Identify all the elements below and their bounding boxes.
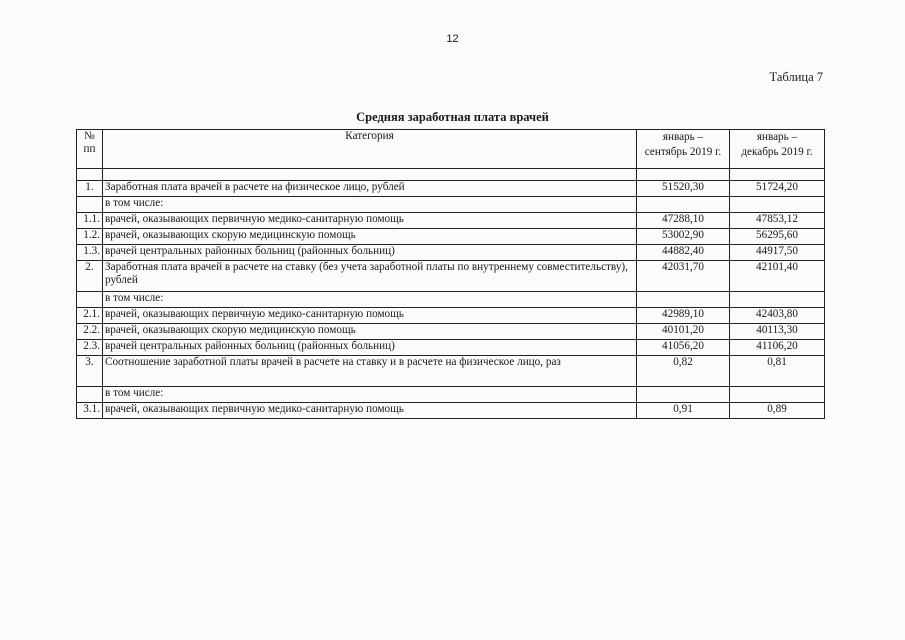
header-period-2-line2: декабрь 2019 г.: [741, 146, 813, 158]
row-value-period-2: 56295,60: [730, 229, 825, 245]
header-period-2: [730, 130, 825, 169]
table-row: [77, 324, 825, 340]
table-caption: Таблица 7: [769, 70, 823, 84]
row-number: 3.1.: [77, 403, 103, 419]
row-number: [77, 292, 103, 308]
row-value-period-2: 40113,30: [730, 324, 825, 340]
row-number: 1.1.: [77, 213, 103, 229]
table-row: [77, 197, 825, 213]
row-number: 1.: [77, 181, 103, 197]
row-value-period-2: [730, 387, 825, 403]
row-category: врачей, оказывающих первичную медико-санитарную помощь: [103, 403, 637, 419]
header-number: [77, 130, 103, 169]
table-row: [77, 181, 825, 197]
row-value-period-1: 40101,20: [637, 324, 730, 340]
row-number: 2.: [77, 261, 103, 292]
header-period-1-line2: сентябрь 2019 г.: [644, 146, 722, 158]
row-value-period-2: 44917,50: [730, 245, 825, 261]
row-value-period-1: [637, 197, 730, 213]
row-category: врачей центральных районных больниц (районных больниц): [103, 340, 637, 356]
row-category: врачей, оказывающих скорую медицинскую помощь: [103, 229, 637, 245]
table-row: [77, 356, 825, 387]
row-number: [77, 197, 103, 213]
row-category: врачей центральных районных больниц (районных больниц): [103, 245, 637, 261]
row-category: врачей, оказывающих первичную медико-санитарную помощь: [103, 308, 637, 324]
row-number: 2.3.: [77, 340, 103, 356]
row-value-period-2: 0,81: [730, 356, 825, 387]
row-value-period-2: [730, 197, 825, 213]
table-row: [77, 229, 825, 245]
header-number-line2: пп: [83, 143, 96, 155]
row-value-period-2: [730, 292, 825, 308]
row-category: в том числе:: [103, 292, 637, 308]
table-row: [77, 292, 825, 308]
row-value-period-1: 44882,40: [637, 245, 730, 261]
table-row: [77, 308, 825, 324]
row-value-period-2: 42403,80: [730, 308, 825, 324]
row-value-period-1: 42989,10: [637, 308, 730, 324]
row-category: Заработная плата врачей в расчете на физическое лицо, рублей: [103, 181, 637, 197]
table-row: [77, 340, 825, 356]
row-category: в том числе:: [103, 387, 637, 403]
row-value-period-2: 47853,12: [730, 213, 825, 229]
row-value-period-1: 0,82: [637, 356, 730, 387]
row-value-period-1: 51520,30: [637, 181, 730, 197]
page-number: 12: [446, 33, 459, 45]
row-value-period-1: 47288,10: [637, 213, 730, 229]
table-row: [77, 387, 825, 403]
row-value-period-2: 0,89: [730, 403, 825, 419]
row-value-period-2: 51724,20: [730, 181, 825, 197]
row-category: врачей, оказывающих первичную медико-санитарную помощь: [103, 213, 637, 229]
row-category: врачей, оказывающих скорую медицинскую помощь: [103, 324, 637, 340]
table-row: [77, 213, 825, 229]
row-value-period-1: 42031,70: [637, 261, 730, 292]
header-period-2-line1: январь –: [756, 131, 798, 143]
row-category: Заработная плата врачей в расчете на ставку (без учета заработной платы по внутреннему совместительству), рублей: [103, 261, 637, 292]
spacer-row: [77, 169, 825, 181]
row-number: 2.2.: [77, 324, 103, 340]
salary-table: [76, 129, 825, 419]
header-number-line1: №: [84, 130, 95, 142]
table-row: [77, 261, 825, 292]
row-number: 1.3.: [77, 245, 103, 261]
row-number: [77, 387, 103, 403]
row-number: 3.: [77, 356, 103, 387]
row-number: 1.2.: [77, 229, 103, 245]
row-value-period-2: 42101,40: [730, 261, 825, 292]
row-value-period-1: 0,91: [637, 403, 730, 419]
table-row: [77, 403, 825, 419]
row-value-period-1: 41056,20: [637, 340, 730, 356]
row-category: Соотношение заработной платы врачей в расчете на ставку и в расчете на физическое лицо, раз: [103, 356, 637, 387]
row-value-period-1: 53002,90: [637, 229, 730, 245]
header-period-1-line1: январь –: [662, 131, 704, 143]
document-title: Средняя заработная плата врачей: [356, 110, 549, 124]
row-value-period-2: 41106,20: [730, 340, 825, 356]
row-value-period-1: [637, 387, 730, 403]
table-row: [77, 245, 825, 261]
header-category: Категория: [103, 130, 637, 169]
row-number: 2.1.: [77, 308, 103, 324]
row-value-period-1: [637, 292, 730, 308]
row-category: в том числе:: [103, 197, 637, 213]
header-period-1: [637, 130, 730, 169]
